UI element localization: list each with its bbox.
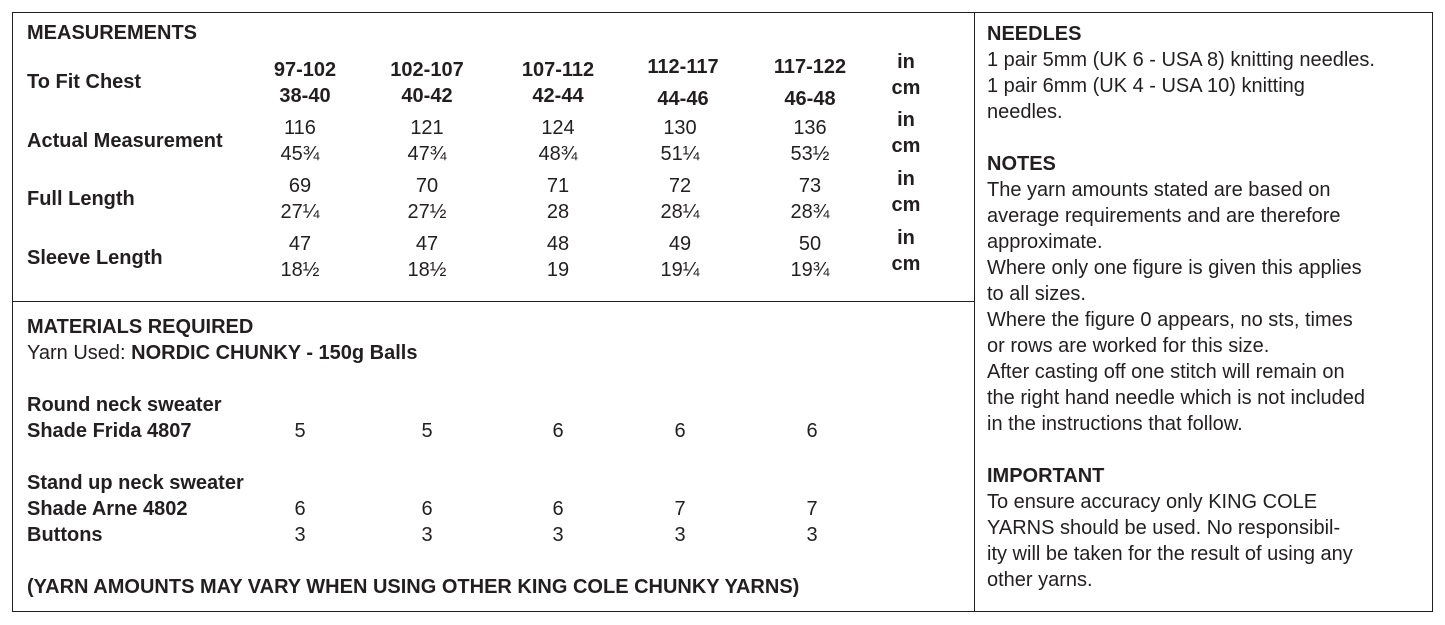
chest-size-1-cm: 38-40 <box>279 85 331 107</box>
length-size-3-in: 71 <box>546 175 570 197</box>
important-line-1: To ensure accuracy only KING COLE <box>987 491 1318 513</box>
actual-size-5-in: 136 <box>793 117 827 139</box>
chest-size-1-in: 97-102 <box>273 59 337 81</box>
stand-up-shade: Shade Arne 4802 <box>27 498 188 520</box>
buttons-size-5: 3 <box>806 524 818 546</box>
notes-line-7: or rows are worked for this size. <box>987 335 1270 357</box>
unit-cm-length: cm <box>891 194 921 216</box>
notes-heading: NOTES <box>987 153 1056 175</box>
important-heading: IMPORTANT <box>987 465 1105 487</box>
stand-up-size-4: 7 <box>674 498 686 520</box>
notes-line-5: to all sizes. <box>987 283 1086 305</box>
stand-up-size-3: 6 <box>552 498 564 520</box>
actual-size-3-in: 124 <box>541 117 575 139</box>
needles-line-3: needles. <box>987 101 1063 123</box>
unit-in-chest: in <box>897 51 915 73</box>
notes-line-3: approximate. <box>987 231 1103 253</box>
yarn-used-prefix: Yarn Used: <box>27 342 132 364</box>
length-size-5-in: 73 <box>798 175 822 197</box>
chest-size-3-cm: 42-44 <box>532 85 584 107</box>
notes-line-2: average requirements and are therefore <box>987 205 1341 227</box>
round-neck-shade: Shade Frida 4807 <box>27 420 192 442</box>
sleeve-size-5-cm: 19¾ <box>790 259 830 281</box>
round-neck-size-3: 6 <box>552 420 564 442</box>
sleeve-size-2-cm: 18½ <box>407 259 447 281</box>
sleeve-size-4-in: 49 <box>668 233 692 255</box>
unit-cm-sleeve: cm <box>891 253 921 275</box>
notes-line-6: Where the figure 0 appears, no sts, times <box>987 309 1353 331</box>
row-label-actual-measurement: Actual Measurement <box>27 130 223 152</box>
sleeve-size-3-in: 48 <box>546 233 570 255</box>
unit-cm-actual: cm <box>891 135 921 157</box>
unit-in-actual: in <box>897 109 915 131</box>
notes-line-9: the right hand needle which is not included <box>987 387 1366 409</box>
actual-size-4-in: 130 <box>663 117 697 139</box>
buttons-label: Buttons <box>27 524 103 546</box>
round-neck-title: Round neck sweater <box>27 394 222 416</box>
materials-heading: MATERIALS REQUIRED <box>27 316 254 338</box>
buttons-size-2: 3 <box>421 524 433 546</box>
row-label-full-length: Full Length <box>27 188 135 210</box>
sleeve-size-1-in: 47 <box>288 233 312 255</box>
actual-size-1-cm: 45¾ <box>280 143 320 165</box>
length-size-3-cm: 28 <box>546 201 570 223</box>
row-label-to-fit-chest: To Fit Chest <box>27 71 142 93</box>
right-column <box>987 21 1375 593</box>
chest-size-5-cm: 46-48 <box>784 88 836 110</box>
length-size-2-cm: 27½ <box>407 201 447 223</box>
actual-size-4-cm: 51¼ <box>660 143 700 165</box>
round-neck-size-4: 6 <box>674 420 686 442</box>
chest-size-3-in: 107-112 <box>521 59 595 81</box>
unit-in-sleeve: in <box>897 227 915 249</box>
row-label-sleeve-length: Sleeve Length <box>27 247 163 269</box>
actual-size-2-cm: 47¾ <box>407 143 447 165</box>
notes-line-4: Where only one figure is given this applies <box>987 257 1362 279</box>
sleeve-size-4-cm: 19¼ <box>660 259 700 281</box>
notes-line-10: in the instructions that follow. <box>987 413 1243 435</box>
chest-size-2-cm: 40-42 <box>401 85 453 107</box>
buttons-size-4: 3 <box>674 524 686 546</box>
unit-in-length: in <box>897 168 915 190</box>
important-line-2: YARNS should be used. No responsibil- <box>987 517 1341 539</box>
stand-up-size-1: 6 <box>294 498 306 520</box>
needles-heading: NEEDLES <box>987 23 1082 45</box>
chest-size-2-in: 102-107 <box>390 59 464 81</box>
needles-line-2: 1 pair 6mm (UK 4 - USA 10) knitting <box>987 75 1305 97</box>
actual-size-1-in: 116 <box>284 117 316 139</box>
length-size-5-cm: 28¾ <box>790 201 830 223</box>
length-size-1-in: 69 <box>288 175 312 197</box>
chest-size-4-cm: 44-46 <box>657 88 709 110</box>
measurements-heading: MEASUREMENTS <box>27 22 198 44</box>
needles-line-1: 1 pair 5mm (UK 6 - USA 8) knitting needles. <box>987 49 1375 71</box>
yarn-used-line <box>27 340 417 366</box>
sleeve-size-3-cm: 19 <box>546 259 570 281</box>
yarn-amounts-footer: (YARN AMOUNTS MAY VARY WHEN USING OTHER KING COLE CHUNKY YARNS) <box>27 576 800 598</box>
section-divider <box>12 301 974 302</box>
length-size-4-cm: 28¼ <box>660 201 700 223</box>
length-size-1-cm: 27¼ <box>280 201 320 223</box>
actual-size-5-cm: 53½ <box>790 143 830 165</box>
notes-line-1: The yarn amounts stated are based on <box>987 179 1331 201</box>
sleeve-size-2-in: 47 <box>415 233 439 255</box>
round-neck-size-2: 5 <box>421 420 433 442</box>
chest-size-5-in: 117-122 <box>773 56 847 78</box>
sleeve-size-1-cm: 18½ <box>280 259 320 281</box>
yarn-name: NORDIC CHUNKY - 150g Balls <box>131 342 418 364</box>
buttons-size-1: 3 <box>294 524 306 546</box>
chest-size-4-in: 112-117 <box>647 56 719 78</box>
important-line-3: ity will be taken for the result of using any <box>987 543 1353 565</box>
notes-line-8: After casting off one stitch will remain on <box>987 361 1345 383</box>
stand-up-title: Stand up neck sweater <box>27 472 244 494</box>
sleeve-size-5-in: 50 <box>798 233 822 255</box>
length-size-2-in: 70 <box>415 175 439 197</box>
round-neck-size-1: 5 <box>294 420 306 442</box>
actual-size-3-cm: 48¾ <box>538 143 578 165</box>
unit-cm-chest: cm <box>891 77 921 99</box>
important-line-4: other yarns. <box>987 569 1093 591</box>
round-neck-size-5: 6 <box>806 420 818 442</box>
stand-up-size-2: 6 <box>421 498 433 520</box>
stand-up-size-5: 7 <box>806 498 818 520</box>
buttons-size-3: 3 <box>552 524 564 546</box>
actual-size-2-in: 121 <box>410 117 444 139</box>
column-divider <box>974 12 975 612</box>
length-size-4-in: 72 <box>668 175 692 197</box>
